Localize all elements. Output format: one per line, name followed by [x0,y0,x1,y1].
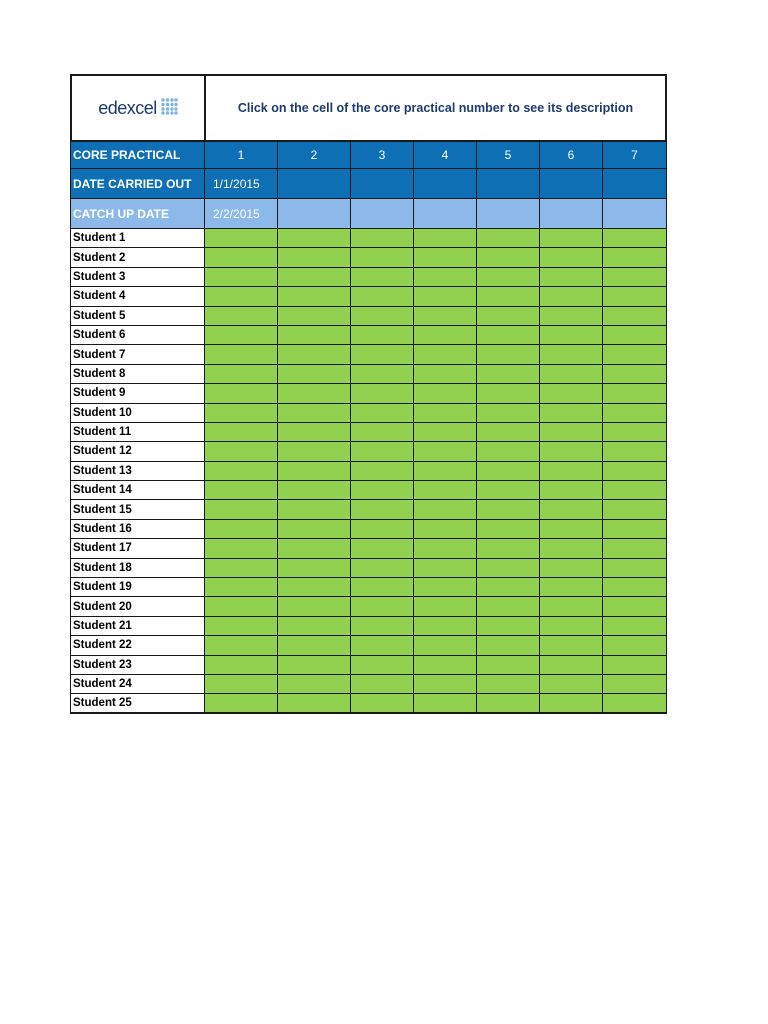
practical-status-cell[interactable] [477,520,540,539]
practical-status-cell[interactable] [205,539,278,558]
student-row [70,287,667,306]
practical-status-cell[interactable] [477,248,540,267]
catch-up-date-cell[interactable]: 2/2/2015 [205,199,278,229]
date-carried-out-cell[interactable] [477,169,540,199]
practical-status-cell[interactable] [414,539,477,558]
catch-up-date-label: CATCH UP DATE [70,199,205,229]
student-name: Student 14 [70,481,205,500]
practical-status-cell[interactable] [351,462,414,481]
instruction-title: Click on the cell of the core practical number to see its description [237,101,634,115]
student-row [70,307,667,326]
practical-status-cell[interactable] [477,384,540,403]
practical-status-cell[interactable] [540,307,603,326]
practical-status-cell[interactable] [603,597,667,616]
practical-status-cell[interactable] [205,617,278,636]
practical-status-cell[interactable] [603,423,667,442]
practical-status-cell[interactable] [540,404,603,423]
practical-status-cell[interactable] [278,675,351,694]
practical-status-cell[interactable] [205,694,278,713]
practical-status-cell[interactable] [540,287,603,306]
student-name: Student 2 [70,248,205,267]
date-carried-out-row [70,169,667,199]
practical-status-cell[interactable] [205,287,278,306]
date-carried-out-label: DATE CARRIED OUT [70,169,205,199]
student-name: Student 18 [70,559,205,578]
student-row [70,404,667,423]
core-practical-number-cell[interactable]: 1 [205,142,278,169]
practical-status-cell[interactable] [414,423,477,442]
practical-status-cell[interactable] [351,539,414,558]
practical-status-cell[interactable] [351,442,414,461]
student-row [70,656,667,675]
practical-status-cell[interactable] [278,617,351,636]
practical-status-cell[interactable] [351,248,414,267]
practical-status-cell[interactable] [477,345,540,364]
student-name: Student 9 [70,384,205,403]
practical-status-cell[interactable] [540,656,603,675]
practical-status-cell[interactable] [540,481,603,500]
student-name: Student 11 [70,423,205,442]
practical-status-cell[interactable] [205,578,278,597]
student-row [70,384,667,403]
student-name: Student 3 [70,268,205,287]
student-name: Student 12 [70,442,205,461]
practical-status-cell[interactable] [351,365,414,384]
practical-status-cell[interactable] [540,229,603,248]
practical-status-cell[interactable] [603,481,667,500]
practical-status-cell[interactable] [540,462,603,481]
practical-status-cell[interactable] [477,287,540,306]
practical-status-cell[interactable] [414,345,477,364]
practical-status-cell[interactable] [477,675,540,694]
practical-status-cell[interactable] [603,500,667,519]
practical-status-cell[interactable] [477,307,540,326]
practical-status-cell[interactable] [278,597,351,616]
date-carried-out-cell[interactable] [351,169,414,199]
practical-status-cell[interactable] [205,307,278,326]
student-row [70,559,667,578]
practical-status-cell[interactable] [477,326,540,345]
student-rows [70,229,667,714]
practical-status-cell[interactable] [540,520,603,539]
practical-status-cell[interactable] [351,675,414,694]
practical-status-cell[interactable] [278,423,351,442]
date-carried-out-cell[interactable] [603,169,667,199]
student-row [70,326,667,345]
practical-status-cell[interactable] [414,675,477,694]
core-practical-number-cell[interactable]: 4 [414,142,477,169]
student-row [70,578,667,597]
student-row [70,500,667,519]
edexcel-logo [72,76,206,140]
practical-status-cell[interactable] [351,636,414,655]
practical-status-cell[interactable] [278,229,351,248]
practical-status-cell[interactable] [205,384,278,403]
practical-status-cell[interactable] [414,442,477,461]
practical-status-cell[interactable] [540,675,603,694]
practical-status-cell[interactable] [278,345,351,364]
practical-status-cell[interactable] [477,423,540,442]
practical-status-cell[interactable] [603,694,667,713]
practical-status-cell[interactable] [351,384,414,403]
practical-status-cell[interactable] [477,500,540,519]
practical-status-cell[interactable] [603,326,667,345]
practical-status-cell[interactable] [278,442,351,461]
practical-status-cell[interactable] [351,287,414,306]
practical-status-cell[interactable] [351,597,414,616]
practical-status-cell[interactable] [205,404,278,423]
practical-status-cell[interactable] [414,617,477,636]
student-name: Student 6 [70,326,205,345]
date-carried-out-cell[interactable] [278,169,351,199]
practical-status-cell[interactable] [603,268,667,287]
student-name: Student 17 [70,539,205,558]
practical-status-cell[interactable] [278,287,351,306]
practical-status-cell[interactable] [540,268,603,287]
practical-status-cell[interactable] [351,578,414,597]
practical-status-cell[interactable] [477,636,540,655]
practical-status-cell[interactable] [205,481,278,500]
practical-status-cell[interactable] [477,229,540,248]
practical-status-cell[interactable] [540,578,603,597]
student-row [70,365,667,384]
practical-status-cell[interactable] [414,307,477,326]
practical-status-cell[interactable] [414,248,477,267]
practical-status-cell[interactable] [540,539,603,558]
logo-text: edexcel [98,97,157,118]
student-name: Student 19 [70,578,205,597]
practical-status-cell[interactable] [351,345,414,364]
student-row [70,462,667,481]
practical-status-cell[interactable] [540,597,603,616]
practical-status-cell[interactable] [477,539,540,558]
practical-status-cell[interactable] [540,694,603,713]
practical-status-cell[interactable] [205,520,278,539]
student-row [70,442,667,461]
practical-status-cell[interactable] [278,500,351,519]
core-practical-number-cell[interactable]: 5 [477,142,540,169]
practical-status-cell[interactable] [351,268,414,287]
date-carried-out-cell[interactable] [414,169,477,199]
practical-status-cell[interactable] [414,365,477,384]
core-practical-number-cell[interactable]: 3 [351,142,414,169]
catch-up-date-cell[interactable] [540,199,603,229]
practical-status-cell[interactable] [351,481,414,500]
student-row [70,617,667,636]
practical-status-cell[interactable] [278,248,351,267]
core-practical-row [70,142,667,169]
practical-status-cell[interactable] [603,656,667,675]
practical-status-cell[interactable] [414,481,477,500]
practical-status-cell[interactable] [205,326,278,345]
core-practical-number-cell[interactable]: 2 [278,142,351,169]
practical-status-cell[interactable] [278,656,351,675]
practical-status-cell[interactable] [351,404,414,423]
student-row [70,636,667,655]
practical-status-cell[interactable] [414,500,477,519]
date-carried-out-cell[interactable]: 1/1/2015 [205,169,278,199]
practical-status-cell[interactable] [278,539,351,558]
practical-status-cell[interactable] [205,500,278,519]
core-practical-label: CORE PRACTICAL [70,142,205,169]
practical-status-cell[interactable] [278,520,351,539]
practical-status-cell[interactable] [540,345,603,364]
practical-status-cell[interactable] [205,597,278,616]
practical-status-cell[interactable] [603,539,667,558]
date-carried-out-cell[interactable] [540,169,603,199]
practical-status-cell[interactable] [278,481,351,500]
sheet-header [70,74,667,142]
practical-status-cell[interactable] [477,481,540,500]
student-name: Student 21 [70,617,205,636]
practical-status-cell[interactable] [205,345,278,364]
practical-status-cell[interactable] [603,287,667,306]
practical-status-cell[interactable] [414,229,477,248]
practical-status-cell[interactable] [540,500,603,519]
practical-status-cell[interactable] [205,248,278,267]
practical-status-cell[interactable] [278,384,351,403]
student-name: Student 10 [70,404,205,423]
practical-status-cell[interactable] [477,268,540,287]
practical-status-cell[interactable] [477,365,540,384]
practical-status-cell[interactable] [477,597,540,616]
student-row [70,481,667,500]
practical-status-cell[interactable] [540,326,603,345]
student-name: Student 22 [70,636,205,655]
practical-status-cell[interactable] [477,694,540,713]
practical-status-cell[interactable] [278,694,351,713]
practical-status-cell[interactable] [603,345,667,364]
practical-status-cell[interactable] [540,559,603,578]
practical-status-cell[interactable] [351,617,414,636]
practical-status-cell[interactable] [414,404,477,423]
dot-grid-icon [160,97,178,120]
student-name: Student 16 [70,520,205,539]
practical-status-cell[interactable] [205,423,278,442]
student-name: Student 7 [70,345,205,364]
student-name: Student 4 [70,287,205,306]
practical-status-cell[interactable] [540,248,603,267]
practical-status-cell[interactable] [205,229,278,248]
student-row [70,423,667,442]
student-row [70,229,667,248]
practical-status-cell[interactable] [603,442,667,461]
practical-status-cell[interactable] [351,229,414,248]
practical-status-cell[interactable] [603,248,667,267]
practical-status-cell[interactable] [351,500,414,519]
practical-status-cell[interactable] [477,442,540,461]
student-row [70,694,667,713]
catch-up-date-row [70,199,667,229]
practical-status-cell[interactable] [603,636,667,655]
catch-up-date-cell[interactable] [278,199,351,229]
practical-status-cell[interactable] [603,617,667,636]
student-name: Student 20 [70,597,205,616]
practical-status-cell[interactable] [603,559,667,578]
practical-status-cell[interactable] [278,559,351,578]
core-practical-tracker-sheet [70,74,667,714]
practical-status-cell[interactable] [540,423,603,442]
practical-status-cell[interactable] [205,675,278,694]
practical-status-cell[interactable] [603,675,667,694]
practical-status-cell[interactable] [603,384,667,403]
practical-status-cell[interactable] [278,578,351,597]
practical-status-cell[interactable] [414,384,477,403]
practical-status-cell[interactable] [477,404,540,423]
student-row [70,597,667,616]
practical-status-cell[interactable] [278,636,351,655]
practical-status-cell[interactable] [351,520,414,539]
student-name: Student 8 [70,365,205,384]
practical-status-cell[interactable] [540,617,603,636]
practical-status-cell[interactable] [205,268,278,287]
practical-status-cell[interactable] [278,307,351,326]
student-name: Student 13 [70,462,205,481]
practical-status-cell[interactable] [414,268,477,287]
practical-status-cell[interactable] [603,229,667,248]
catch-up-date-cell[interactable] [603,199,667,229]
catch-up-date-cell[interactable] [477,199,540,229]
practical-status-cell[interactable] [351,326,414,345]
practical-status-cell[interactable] [351,423,414,442]
practical-status-cell[interactable] [603,462,667,481]
practical-status-cell[interactable] [477,617,540,636]
practical-status-cell[interactable] [540,442,603,461]
practical-status-cell[interactable] [414,462,477,481]
practical-status-cell[interactable] [278,268,351,287]
practical-status-cell[interactable] [414,656,477,675]
practical-status-cell[interactable] [205,559,278,578]
practical-status-cell[interactable] [603,578,667,597]
practical-status-cell[interactable] [205,656,278,675]
practical-status-cell[interactable] [414,694,477,713]
practical-status-cell[interactable] [351,559,414,578]
practical-status-cell[interactable] [205,636,278,655]
practical-status-cell[interactable] [278,462,351,481]
practical-status-cell[interactable] [477,578,540,597]
practical-status-cell[interactable] [414,287,477,306]
student-row [70,675,667,694]
student-row [70,345,667,364]
practical-status-cell[interactable] [351,656,414,675]
practical-status-cell[interactable] [414,578,477,597]
student-row [70,248,667,267]
practical-status-cell[interactable] [278,404,351,423]
student-name: Student 1 [70,229,205,248]
practical-status-cell[interactable] [603,307,667,326]
practical-status-cell[interactable] [205,365,278,384]
practical-status-cell[interactable] [414,597,477,616]
practical-status-cell[interactable] [477,462,540,481]
student-row [70,268,667,287]
practical-status-cell[interactable] [540,636,603,655]
student-name: Student 15 [70,500,205,519]
practical-status-cell[interactable] [278,326,351,345]
practical-status-cell[interactable] [477,559,540,578]
practical-status-cell[interactable] [603,365,667,384]
student-name: Student 25 [70,694,205,713]
practical-status-cell[interactable] [414,559,477,578]
student-name: Student 23 [70,656,205,675]
core-practical-number-cell[interactable]: 6 [540,142,603,169]
practical-status-cell[interactable] [603,520,667,539]
practical-status-cell[interactable] [414,520,477,539]
student-row [70,539,667,558]
practical-status-cell[interactable] [414,326,477,345]
practical-status-cell[interactable] [351,694,414,713]
practical-status-cell[interactable] [540,384,603,403]
catch-up-date-cell[interactable] [351,199,414,229]
practical-status-cell[interactable] [278,365,351,384]
practical-status-cell[interactable] [477,656,540,675]
practical-status-cell[interactable] [205,462,278,481]
core-practical-number-cell[interactable]: 7 [603,142,667,169]
student-name: Student 24 [70,675,205,694]
practical-status-cell[interactable] [205,442,278,461]
catch-up-date-cell[interactable] [414,199,477,229]
practical-status-cell[interactable] [540,365,603,384]
student-row [70,520,667,539]
practical-status-cell[interactable] [414,636,477,655]
practical-status-cell[interactable] [351,307,414,326]
practical-status-cell[interactable] [603,404,667,423]
student-name: Student 5 [70,307,205,326]
